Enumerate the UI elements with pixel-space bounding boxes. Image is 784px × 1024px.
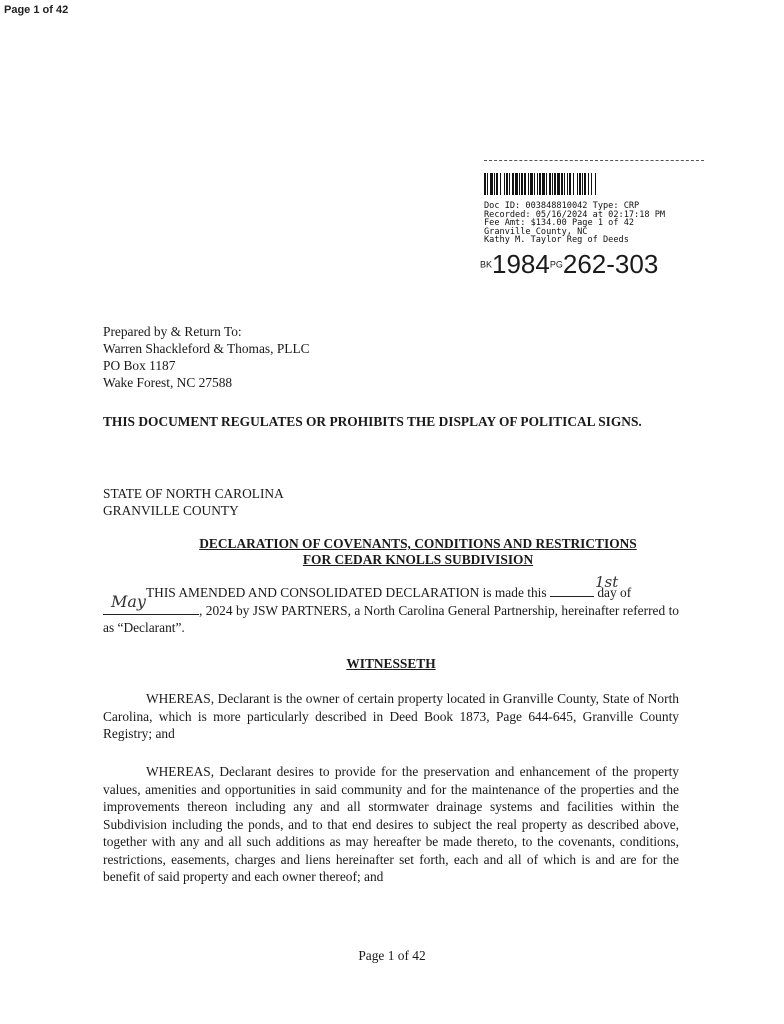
- title-line-1: DECLARATION OF COVENANTS, CONDITIONS AND RESTRICTIONS: [199, 536, 637, 551]
- page-range: 262-303: [562, 248, 659, 279]
- month-blank: [103, 591, 199, 615]
- whereas-paragraph-2: [103, 763, 679, 886]
- intro-text-2: day of: [597, 585, 632, 600]
- book-number: 1984: [492, 248, 550, 279]
- page-indicator: Page 1 of 42: [4, 4, 69, 16]
- stamp-fee: Fee Amt: $134.00 Page 1 of 42: [484, 218, 635, 229]
- barcode: [484, 173, 696, 195]
- whereas-text-1: WHEREAS, Declarant is the owner of certain property located in Granville County, State of North Carolina, which is more particularly described in Deed Book 1873, Page 644-645, Granville County Registry; and: [103, 691, 679, 741]
- stamp-divider: [484, 160, 704, 161]
- handwritten-month: May: [111, 591, 146, 611]
- state-line: STATE OF NORTH CAROLINA: [103, 486, 284, 501]
- whereas-paragraph-1: [103, 690, 679, 743]
- prepared-by-block: [103, 323, 310, 391]
- stamp-county: Granville County, NC: [484, 226, 588, 237]
- document-title: [103, 536, 733, 568]
- book-label: BK: [480, 259, 493, 270]
- intro-paragraph: [103, 573, 679, 637]
- prepared-by-firm: Warren Shackleford & Thomas, PLLC: [103, 341, 310, 356]
- county-line: GRANVILLE COUNTY: [103, 503, 239, 518]
- prepared-by-city: Wake Forest, NC 27588: [103, 375, 233, 390]
- recording-stamp: [480, 160, 708, 280]
- stamp-details: [484, 202, 708, 245]
- prepared-by-line: Prepared by & Return To:: [103, 324, 242, 339]
- page-label: PG: [549, 259, 563, 270]
- witnesseth-heading: WITNESSETH: [346, 656, 436, 671]
- stamp-doc-id: Doc ID: 003848810042 Type: CRP: [484, 201, 640, 211]
- intro-text-3: , 2024 by JSW PARTNERS, a North Carolina General Partnership, hereinafter referred to as “Declarant”.: [103, 602, 679, 635]
- stamp-recorded: Recorded: 05/16/2024 at 02:17:18 PM: [484, 209, 666, 220]
- prepared-by-box: PO Box 1187: [103, 358, 176, 373]
- political-signs-notice: THIS DOCUMENT REGULATES OR PROHIBITS THE DISPLAY OF POLITICAL SIGNS.: [103, 414, 642, 429]
- book-page-reference: [480, 249, 708, 280]
- barcode-bar: [596, 173, 597, 195]
- page-footer: Page 1 of 42: [358, 948, 426, 963]
- title-line-2: FOR CEDAR KNOLLS SUBDIVISION: [302, 552, 534, 567]
- whereas-text-2: WHEREAS, Declarant desires to provide for the preservation and enhancement of the property values, amenities and opportunities in said community and for the maintenance of the properties and the improvements thereon including any and all stormwater drainage systems and facilities within the Subdivision including the ponds, and to that end desires to subject the real property as described above, together with any and all such additions as may hereafter be made thereto, to the covenants, conditions, restrictions, easements, charges and liens hereinafter set forth, each and all of which is and are for the benefit of said property and each owner thereof; and: [103, 764, 679, 884]
- handwritten-day: 1st: [594, 573, 619, 591]
- intro-text-1: THIS AMENDED AND CONSOLIDATED DECLARATION is made this: [146, 585, 547, 600]
- state-county-block: [103, 485, 284, 519]
- stamp-register: Kathy M. Taylor Reg of Deeds: [484, 235, 629, 246]
